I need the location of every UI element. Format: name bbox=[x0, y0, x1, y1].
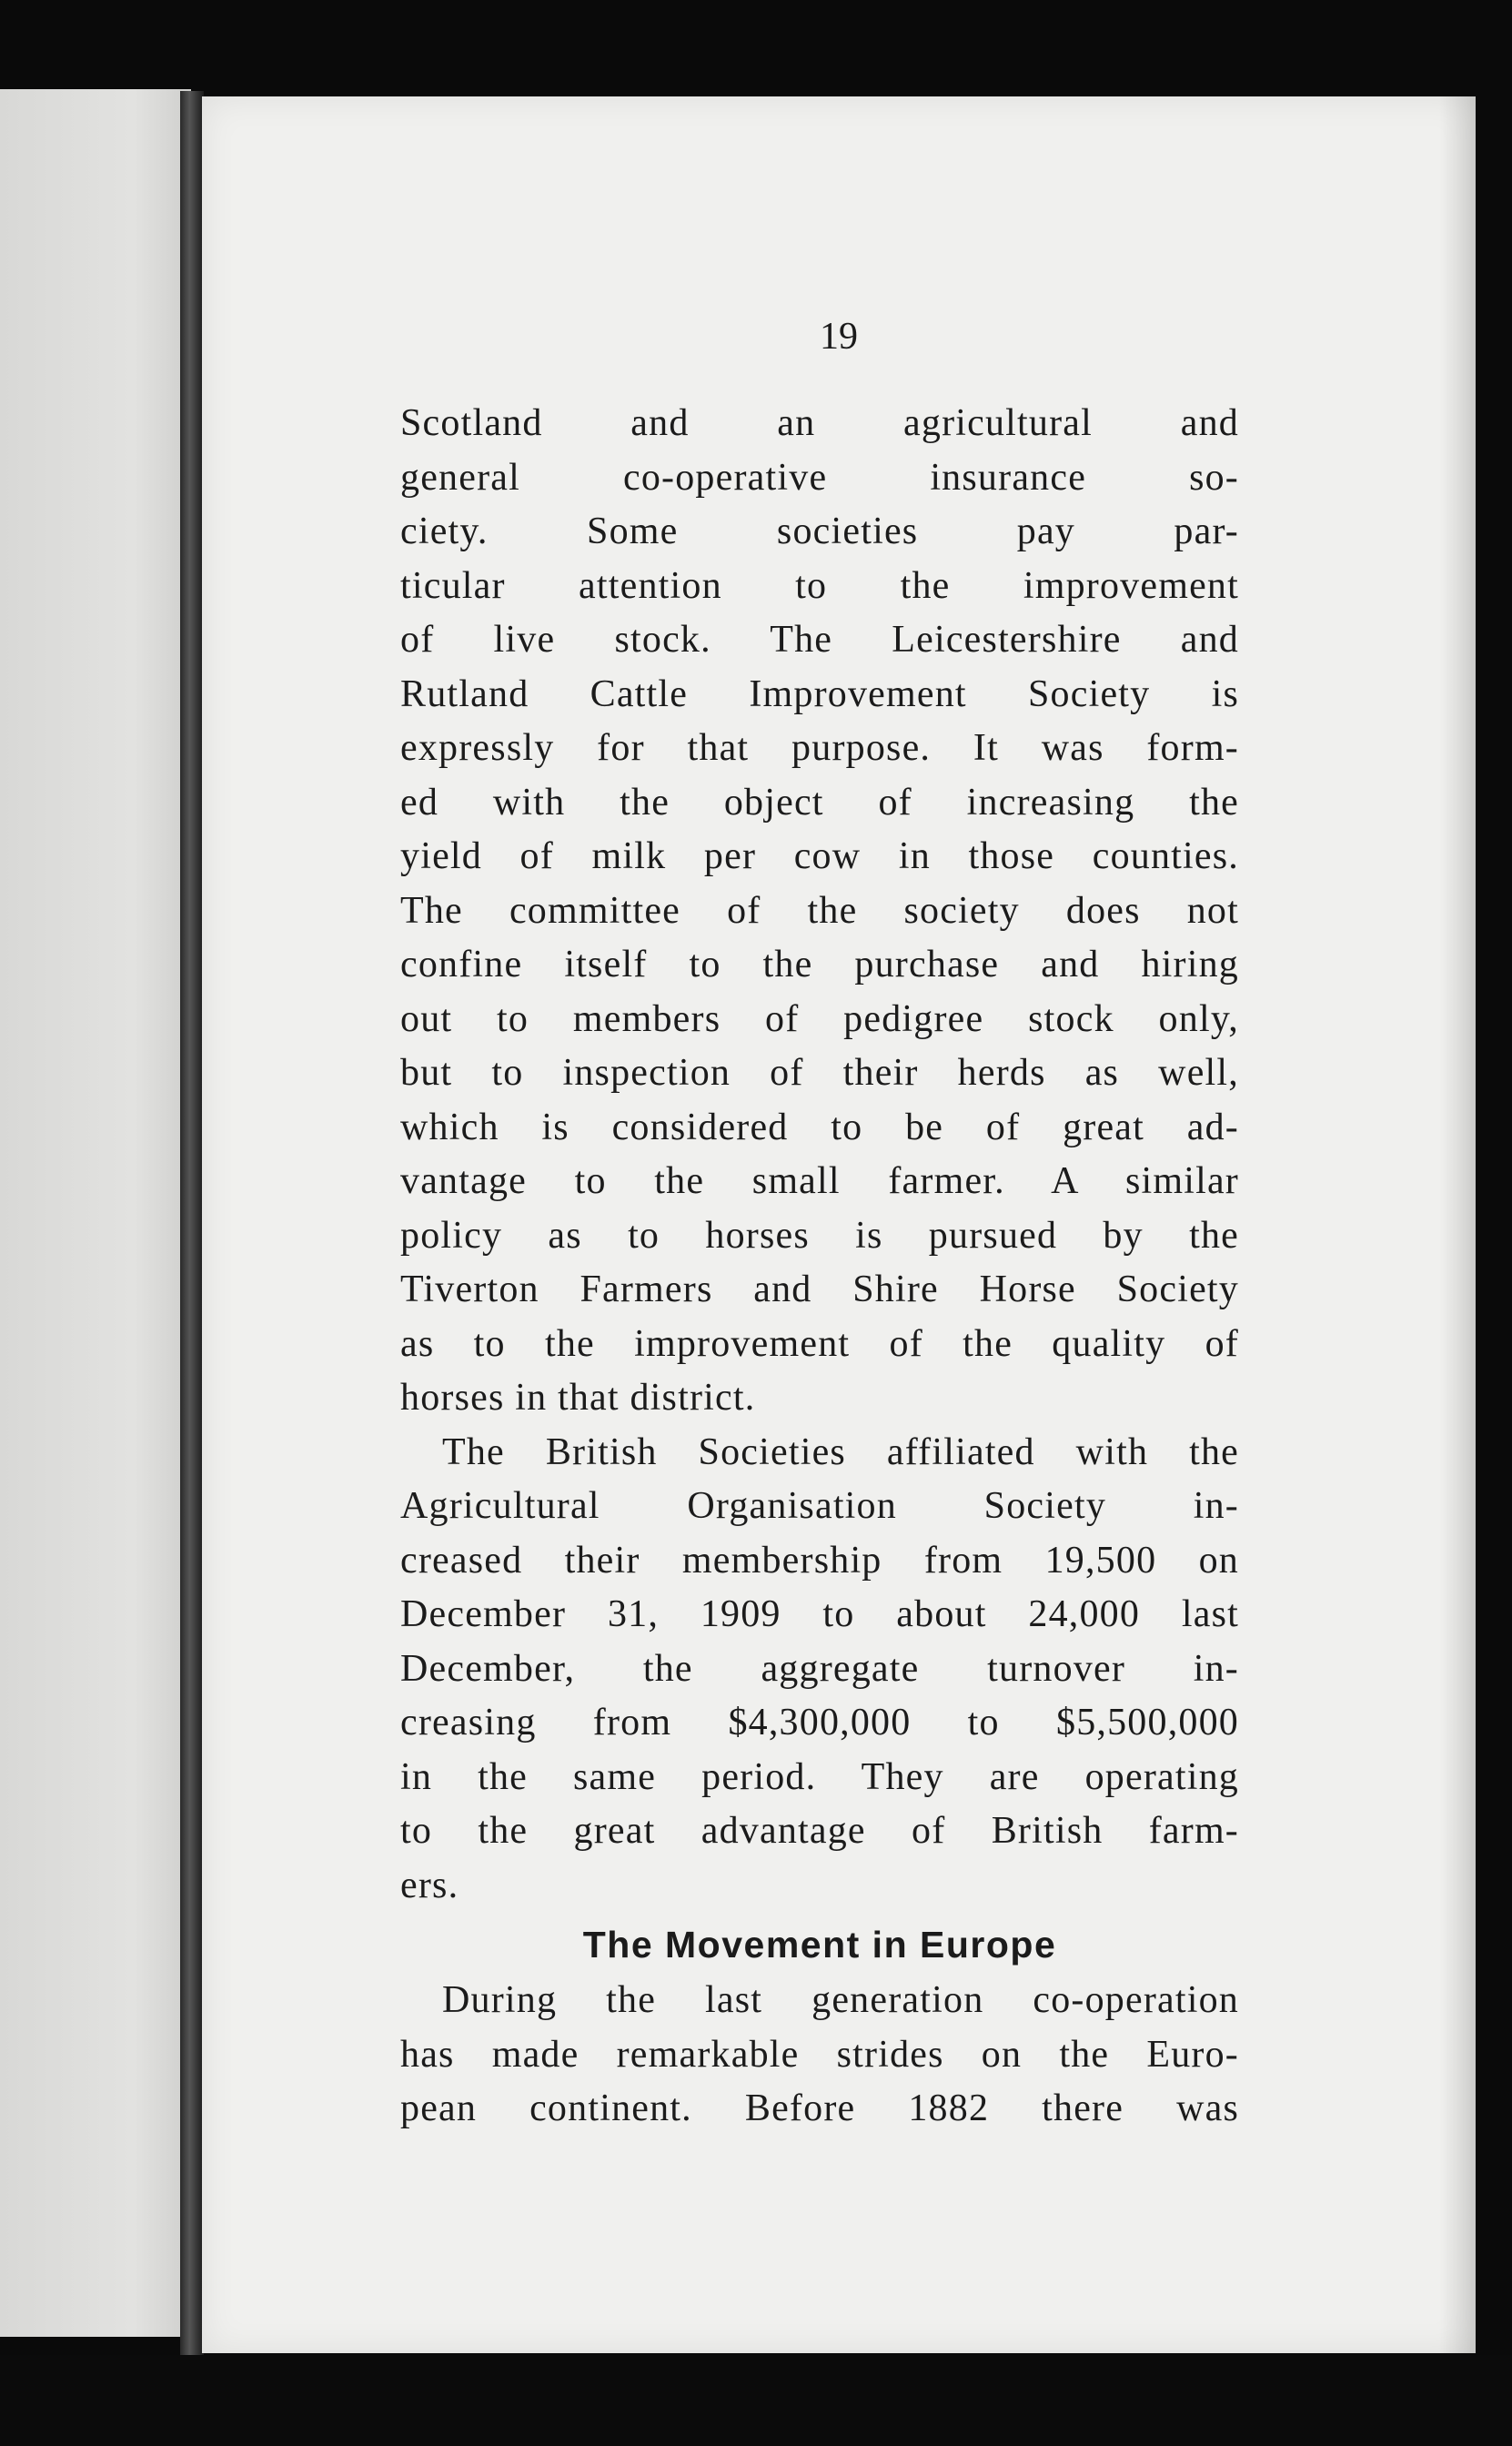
text-line: creasing from $4,300,000 to $5,500,000 bbox=[400, 1702, 1239, 1744]
text-line: has made remarkable strides on the Euro- bbox=[400, 2033, 1239, 2076]
text-line: horses in that district. bbox=[400, 1377, 756, 1419]
paragraph-2 bbox=[400, 1426, 1239, 1914]
text-line: ed with the object of increasing the bbox=[400, 781, 1239, 824]
text-line: policy as to horses is pursued by the bbox=[400, 1214, 1239, 1257]
text-line: ticular attention to the improvement bbox=[400, 564, 1239, 607]
section-heading: The Movement in Europe bbox=[582, 1924, 1057, 1966]
text-line: yield of milk per cow in those counties. bbox=[400, 835, 1239, 877]
previous-page-edge bbox=[0, 89, 191, 2337]
text-line: expressly for that purpose. It was form- bbox=[400, 727, 1239, 769]
text-line: pean continent. Before 1882 there was bbox=[400, 2087, 1239, 2129]
text-line: Tiverton Farmers and Shire Horse Society bbox=[400, 1268, 1239, 1310]
text-line: vantage to the small farmer. A similar bbox=[400, 1160, 1239, 1202]
text-line: general co-operative insurance so- bbox=[400, 456, 1239, 499]
text-line: The British Societies affiliated with the bbox=[442, 1430, 1239, 1473]
text-line: in the same period. They are operating bbox=[400, 1755, 1239, 1798]
text-line: The committee of the society does not bbox=[400, 889, 1239, 932]
text-line: ers. bbox=[400, 1864, 459, 1906]
book-gutter bbox=[180, 91, 204, 2366]
text-line: out to members of pedigree stock only, bbox=[400, 997, 1239, 1040]
text-line: Agricultural Organisation Society in- bbox=[400, 1485, 1239, 1527]
paragraph-3 bbox=[400, 1974, 1239, 2137]
book-page bbox=[202, 96, 1476, 2353]
scan-background bbox=[0, 2355, 1512, 2446]
text-line: Rutland Cattle Improvement Society is bbox=[400, 672, 1239, 715]
paragraph-1 bbox=[400, 397, 1239, 1426]
page-number: 19 bbox=[820, 316, 858, 358]
text-line: creased their membership from 19,500 on bbox=[400, 1539, 1239, 1582]
text-line: During the last generation co-operation bbox=[442, 1979, 1239, 2021]
text-line: as to the improvement of the quality of bbox=[400, 1322, 1239, 1365]
text-line: December 31, 1909 to about 24,000 last bbox=[400, 1593, 1239, 1635]
text-line: confine itself to the purchase and hiring bbox=[400, 944, 1239, 985]
text-line: ciety. Some societies pay par- bbox=[400, 510, 1239, 552]
text-line: Scotland and an agricultural and bbox=[400, 402, 1239, 444]
text-line: December, the aggregate turnover in- bbox=[400, 1647, 1239, 1690]
text-line: which is considered to be of great ad- bbox=[400, 1106, 1239, 1148]
body-text bbox=[400, 397, 1239, 2137]
text-line: of live stock. The Leicestershire and bbox=[400, 619, 1239, 661]
text-line: to the great advantage of British farm- bbox=[400, 1810, 1239, 1852]
page-edge-shadow bbox=[1439, 96, 1476, 2353]
text-line: but to inspection of their herds as well, bbox=[400, 1052, 1239, 1094]
